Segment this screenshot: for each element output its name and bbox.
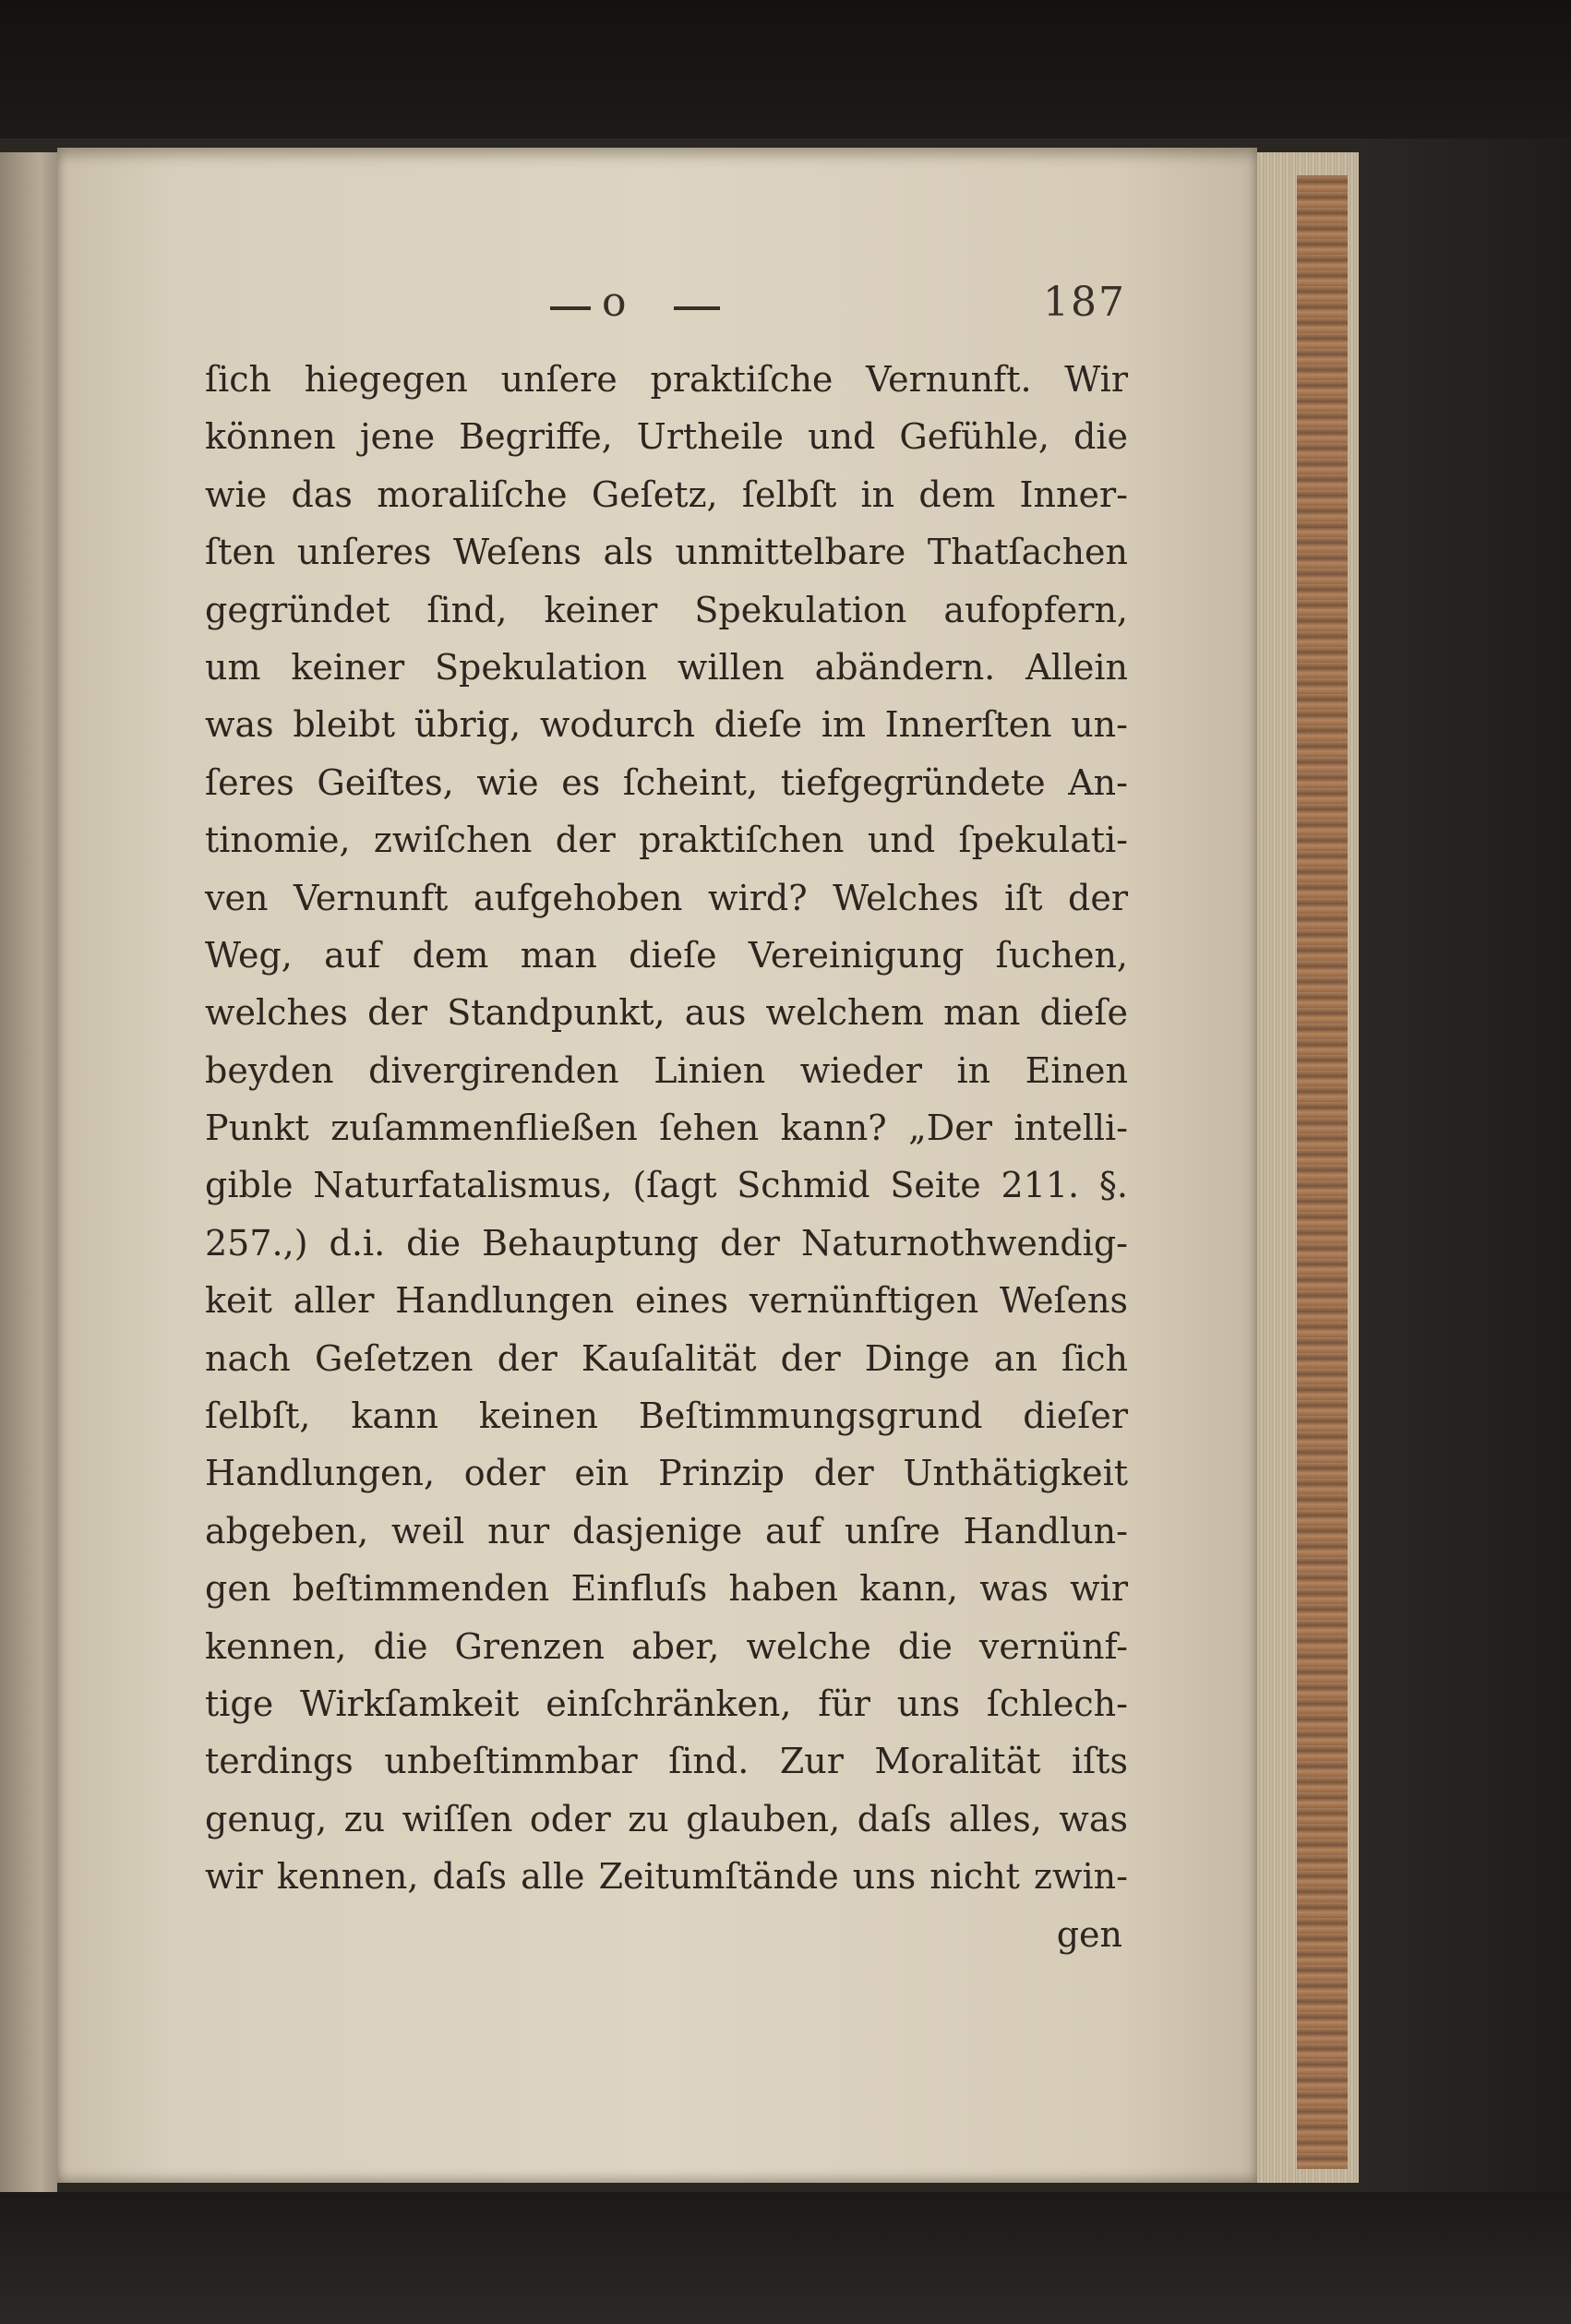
text-line: nach Geſetzen der Kauſalität der Dinge an ſich xyxy=(205,1337,1128,1379)
text-line: 257.,) d.i. die Behauptung der Naturnothwendig- xyxy=(205,1222,1128,1264)
text-line: um keiner Spekulation willen abändern. Allein xyxy=(205,646,1128,688)
dark-background-top xyxy=(0,0,1571,148)
text-line: tige Wirkſamkeit einſchränken, für uns ſchlech- xyxy=(205,1683,1128,1724)
page-number: 187 xyxy=(1043,279,1126,326)
text-line: terdings unbeſtimmbar ſind. Zur Moralität iſts xyxy=(205,1741,1128,1782)
text-line: Handlungen, oder ein Prinzip der Unthätigkeit xyxy=(205,1453,1128,1494)
text-line: kennen, die Grenzen aber, welche die vernünf- xyxy=(205,1625,1128,1667)
text-line: ſeres Geiſtes, wie es ſcheint, tiefgegründete An- xyxy=(205,761,1128,803)
text-line: Punkt zuſammenfließen ſehen kann? „Der intelli- xyxy=(205,1108,1128,1149)
text-line: was bleibt übrig, wodurch dieſe im Innerſten un- xyxy=(205,704,1128,746)
text-line: genug, zu wiſſen oder zu glauben, daſs alles, was xyxy=(205,1798,1128,1839)
text-line: ven Vernunft aufgehoben wird? Welches iſt der xyxy=(205,877,1128,918)
ornament-dash-left xyxy=(550,306,591,310)
ornament-dash-right xyxy=(674,306,720,310)
text-line: ſten unſeres Weſens als unmittelbare Thatſachen xyxy=(205,532,1128,573)
dark-background-right xyxy=(1359,138,1571,2324)
running-head xyxy=(545,279,1135,334)
text-line: wie das moraliſche Geſetz, ſelbſt in dem Inner- xyxy=(205,473,1128,515)
body-text xyxy=(205,351,1128,1963)
text-line: ſich hiegegen unſere praktiſche Vernunft. Wir xyxy=(205,359,1128,400)
text-line: welches der Standpunkt, aus welchem man dieſe xyxy=(205,992,1128,1034)
text-line: tinomie, zwiſchen der praktiſchen und ſpekulati- xyxy=(205,820,1128,861)
text-line: wir kennen, daſs alle Zeitumſtände uns nicht zwin- xyxy=(205,1856,1128,1898)
red-edge-stain xyxy=(1297,175,1348,2169)
text-line: gen beſtimmenden Einfluſs haben kann, was wir xyxy=(205,1568,1128,1610)
text-line: beyden divergirenden Linien wieder in Einen xyxy=(205,1049,1128,1091)
dark-background-bottom xyxy=(0,2192,1571,2324)
text-line: können jene Begriffe, Urtheile und Gefühle, die xyxy=(205,416,1128,458)
text-line: gegründet ſind, keiner Spekulation aufopfern, xyxy=(205,589,1128,630)
text-line: abgeben, weil nur dasjenige auf unſre Handlun- xyxy=(205,1510,1128,1551)
text-line: Weg, auf dem man dieſe Vereinigung ſuchen, xyxy=(205,934,1128,976)
catchword: gen xyxy=(1056,1913,1122,1955)
running-head-marker: o xyxy=(602,279,627,326)
text-line: gible Naturfatalismus, (ſagt Schmid Seite 211. §. xyxy=(205,1165,1128,1206)
text-line: keit aller Handlungen eines vernünftigen Weſens xyxy=(205,1280,1128,1322)
text-line: ſelbſt, kann keinen Beſtimmungsgrund dieſer xyxy=(205,1396,1128,1437)
previous-page-sliver xyxy=(0,152,57,2197)
